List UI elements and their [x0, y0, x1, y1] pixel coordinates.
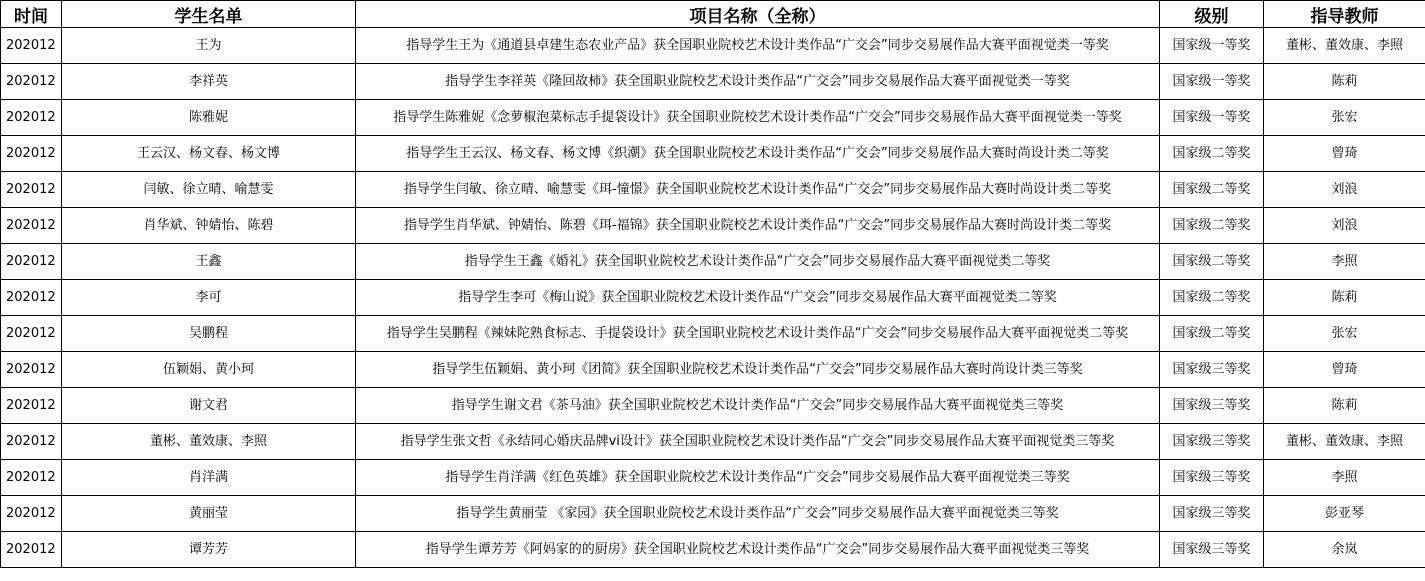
cell-time: 202012	[1, 244, 62, 280]
cell-students: 肖华斌、钟婧怡、陈碧	[62, 208, 356, 244]
cell-project: 指导学生吴鹏程《辣妹陀熟食标志、手提袋设计》获全国职业院校艺术设计类作品“广交会”同步交易展作品大赛平面视觉类二等奖	[356, 316, 1160, 352]
cell-students: 伍颖娟、黄小珂	[62, 352, 356, 388]
table-row	[1, 424, 1425, 460]
cell-students: 董彬、董效康、李照	[62, 424, 356, 460]
cell-project: 指导学生肖华斌、钟婧怡、陈碧《珥-福锦》获全国职业院校艺术设计类作品“广交会”同步交易展作品大赛时尚设计类二等奖	[356, 208, 1160, 244]
cell-level: 国家级三等奖	[1160, 532, 1264, 568]
cell-project: 指导学生伍颖娟、黄小珂《团简》获全国职业院校艺术设计类作品“广交会”同步交易展作品大赛时尚设计类三等奖	[356, 352, 1160, 388]
cell-level: 国家级二等奖	[1160, 136, 1264, 172]
cell-level: 国家级二等奖	[1160, 244, 1264, 280]
cell-students: 陈雅妮	[62, 100, 356, 136]
table-row	[1, 496, 1425, 532]
cell-teacher: 董彬、董效康、李照	[1264, 424, 1425, 460]
cell-level: 国家级二等奖	[1160, 208, 1264, 244]
cell-time: 202012	[1, 352, 62, 388]
table-row	[1, 208, 1425, 244]
cell-project: 指导学生王鑫《婚礼》获全国职业院校艺术设计类作品“广交会”同步交易展作品大赛平面视觉类二等奖	[356, 244, 1160, 280]
header-project: 项目名称（全称）	[356, 1, 1160, 28]
cell-students: 王云汉、杨文春、杨文博	[62, 136, 356, 172]
cell-project: 指导学生李可《梅山说》获全国职业院校艺术设计类作品“广交会”同步交易展作品大赛平面视觉类二等奖	[356, 280, 1160, 316]
cell-students: 肖洋满	[62, 460, 356, 496]
cell-teacher: 张宏	[1264, 316, 1425, 352]
table-row	[1, 244, 1425, 280]
cell-teacher: 余岚	[1264, 532, 1425, 568]
cell-teacher: 张宏	[1264, 100, 1425, 136]
cell-project: 指导学生肖洋满《红色英雄》获全国职业院校艺术设计类作品“广交会”同步交易展作品大赛平面视觉类三等奖	[356, 460, 1160, 496]
cell-project: 指导学生张文哲《永结同心婚庆品牌vi设计》获全国职业院校艺术设计类作品“广交会”同步交易展作品大赛平面视觉类三等奖	[356, 424, 1160, 460]
cell-time: 202012	[1, 100, 62, 136]
cell-time: 202012	[1, 136, 62, 172]
table-row	[1, 280, 1425, 316]
cell-level: 国家级二等奖	[1160, 280, 1264, 316]
table-row	[1, 64, 1425, 100]
table-body	[1, 28, 1425, 568]
table-row	[1, 100, 1425, 136]
cell-students: 王鑫	[62, 244, 356, 280]
header-students: 学生名单	[62, 1, 356, 28]
cell-students: 王为	[62, 28, 356, 64]
cell-time: 202012	[1, 208, 62, 244]
header-time: 时间	[1, 1, 62, 28]
table-row	[1, 28, 1425, 64]
table-header	[1, 1, 1425, 28]
cell-students: 黄丽莹	[62, 496, 356, 532]
cell-level: 国家级一等奖	[1160, 64, 1264, 100]
cell-project: 指导学生谭芳芳《阿妈家的的厨房》获全国职业院校艺术设计类作品“广交会”同步交易展作品大赛平面视觉类三等奖	[356, 532, 1160, 568]
cell-level: 国家级一等奖	[1160, 28, 1264, 64]
cell-teacher: 刘浪	[1264, 172, 1425, 208]
table-row	[1, 460, 1425, 496]
cell-students: 谢文君	[62, 388, 356, 424]
cell-teacher: 李照	[1264, 460, 1425, 496]
cell-project: 指导学生李祥英《隆回故柿》获全国职业院校艺术设计类作品“广交会”同步交易展作品大赛平面视觉类一等奖	[356, 64, 1160, 100]
header-row	[1, 1, 1425, 28]
cell-level: 国家级二等奖	[1160, 172, 1264, 208]
cell-project: 指导学生王为《通道县卓建生态农业产品》获全国职业院校艺术设计类作品“广交会”同步交易展作品大赛平面视觉类一等奖	[356, 28, 1160, 64]
cell-time: 202012	[1, 424, 62, 460]
cell-teacher: 董彬、董效康、李照	[1264, 28, 1425, 64]
header-level: 级别	[1160, 1, 1264, 28]
cell-time: 202012	[1, 280, 62, 316]
cell-time: 202012	[1, 496, 62, 532]
table-row	[1, 316, 1425, 352]
cell-level: 国家级三等奖	[1160, 460, 1264, 496]
cell-project: 指导学生黄丽莹 《家园》获全国职业院校艺术设计类作品“广交会”同步交易展作品大赛平面视觉类三等奖	[356, 496, 1160, 532]
cell-project: 指导学生谢文君《茶马油》获全国职业院校艺术设计类作品“广交会”同步交易展作品大赛平面视觉类三等奖	[356, 388, 1160, 424]
cell-teacher: 李照	[1264, 244, 1425, 280]
cell-time: 202012	[1, 28, 62, 64]
cell-teacher: 陈莉	[1264, 64, 1425, 100]
cell-project: 指导学生陈雅妮《念萝椒泡菜标志手提袋设计》获全国职业院校艺术设计类作品“广交会”同步交易展作品大赛平面视觉类一等奖	[356, 100, 1160, 136]
cell-level: 国家级三等奖	[1160, 352, 1264, 388]
cell-project: 指导学生闫敏、徐立晴、喻慧雯《珥-憧憬》获全国职业院校艺术设计类作品“广交会”同步交易展作品大赛时尚设计类二等奖	[356, 172, 1160, 208]
table-row	[1, 388, 1425, 424]
cell-time: 202012	[1, 460, 62, 496]
cell-teacher: 曾琦	[1264, 136, 1425, 172]
table-row	[1, 532, 1425, 568]
cell-level: 国家级一等奖	[1160, 100, 1264, 136]
cell-teacher: 曾琦	[1264, 352, 1425, 388]
cell-time: 202012	[1, 64, 62, 100]
cell-teacher: 陈莉	[1264, 388, 1425, 424]
cell-level: 国家级三等奖	[1160, 424, 1264, 460]
cell-teacher: 刘浪	[1264, 208, 1425, 244]
cell-time: 202012	[1, 172, 62, 208]
table-row	[1, 352, 1425, 388]
table-row	[1, 172, 1425, 208]
cell-level: 国家级三等奖	[1160, 496, 1264, 532]
cell-students: 李可	[62, 280, 356, 316]
cell-level: 国家级二等奖	[1160, 316, 1264, 352]
cell-students: 谭芳芳	[62, 532, 356, 568]
cell-students: 吴鹏程	[62, 316, 356, 352]
cell-time: 202012	[1, 316, 62, 352]
cell-time: 202012	[1, 388, 62, 424]
cell-project: 指导学生王云汉、杨文春、杨文博《织潮》获全国职业院校艺术设计类作品“广交会”同步交易展作品大赛时尚设计类二等奖	[356, 136, 1160, 172]
cell-level: 国家级三等奖	[1160, 388, 1264, 424]
header-teacher: 指导教师	[1264, 1, 1425, 28]
table-row	[1, 136, 1425, 172]
cell-time: 202012	[1, 532, 62, 568]
cell-students: 李祥英	[62, 64, 356, 100]
cell-teacher: 陈莉	[1264, 280, 1425, 316]
cell-teacher: 彭亚琴	[1264, 496, 1425, 532]
cell-students: 闫敏、徐立晴、喻慧雯	[62, 172, 356, 208]
